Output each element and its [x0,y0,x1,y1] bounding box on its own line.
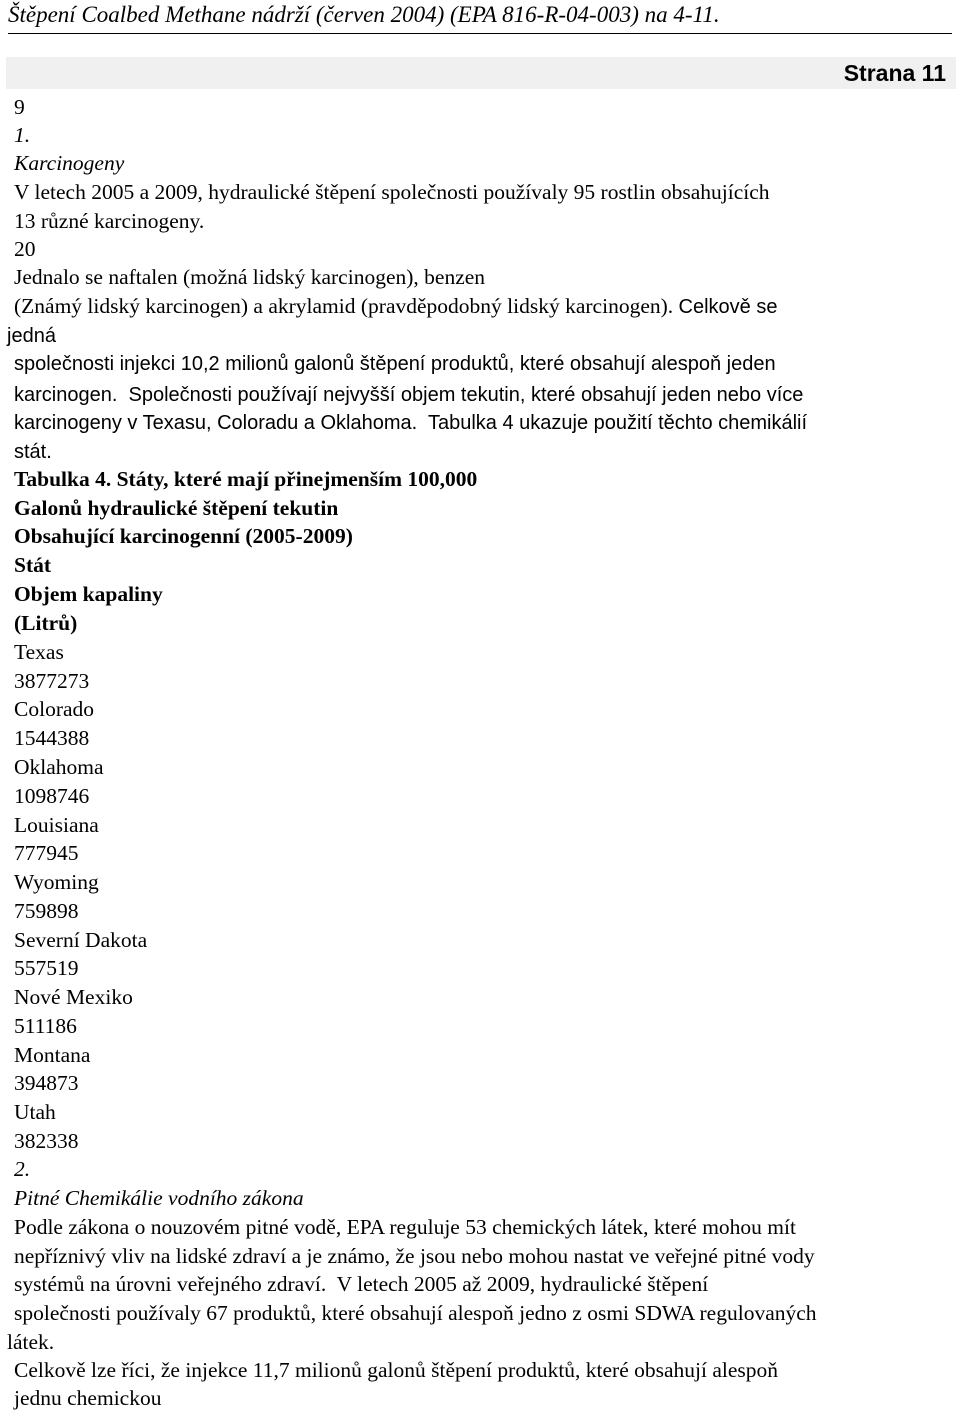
page-number-band [6,57,956,89]
paragraph-line [14,294,777,319]
section-number: 1. [14,123,31,147]
table-cell-volume: 759898 [14,899,79,923]
text-run: Tabulka 4 ukazuje použití těchto chemikálií [427,412,808,434]
section-number: 2. [14,1157,31,1181]
table-header-volume-unit: (Litrů) [14,611,78,635]
paragraph-line: V letech 2005 a 2009, hydraulické štěpení společnosti používaly 95 rostlin obsahujících [14,180,770,204]
footnote-marker: 9 [14,95,25,119]
paragraph-line: 13 různé karcinogeny. [14,209,205,233]
paragraph-line: jedná [7,325,56,347]
table-header-volume: Objem kapaliny [14,582,163,606]
text-run: karcinogen. [14,384,118,406]
running-header: Štěpení Coalbed Methane nádrží (červen 2004) (EPA 816-R-04-003) na 4-11. [8,2,720,27]
paragraph-line: stát. [14,441,52,463]
table-cell-state: Severní Dakota [14,928,148,952]
table-cell-volume: 511186 [14,1014,77,1038]
table-caption: Tabulka 4. Státy, které mají přinejmenším 100,000 [14,467,478,491]
table-cell-volume: 3877273 [14,669,90,693]
header-divider [8,33,952,34]
table-cell-volume: 394873 [14,1071,79,1095]
section-title: Karcinogeny [14,151,125,175]
page-number: Strana 11 [843,60,946,86]
paragraph-line: společnosti injekci 10,2 milionů galonů štěpení produktů, které obsahují alespoň jeden [14,353,776,375]
table-cell-state: Nové Mexiko [14,985,133,1009]
table-cell-state: Louisiana [14,813,99,837]
paragraph-line [14,411,807,435]
table-header-state: Stát [14,553,52,577]
table-cell-state: Wyoming [14,870,99,894]
section-title: Pitné Chemikálie vodního zákona [14,1186,304,1210]
paragraph-line: látek. [7,1330,55,1354]
table-caption: Obsahující karcinogenní (2005-2009) [14,524,353,548]
table-cell-volume: 1098746 [14,784,90,808]
table-cell-state: Utah [14,1100,56,1124]
paragraph-line [14,1272,708,1296]
table-cell-state: Oklahoma [14,755,104,779]
text-run: (Známý lidský karcinogen) a akrylamid (pravděpodobný lidský karcinogen). [14,294,674,318]
reference-marker: 20 [14,237,36,261]
paragraph-line: společnosti používaly 67 produktů, které obsahují alespoň jedno z osmi SDWA regulovaných [14,1301,817,1325]
table-caption: Galonů hydraulické štěpení tekutin [14,496,339,520]
table-cell-volume: 382338 [14,1129,79,1153]
paragraph-line [14,383,803,407]
paragraph-line: nepříznivý vliv na lidské zdraví a je známo, že jsou nebo mohou nastat ve veřejné pitné vody [14,1244,815,1268]
text-run: V letech 2005 až 2009, hydraulické štěpení [336,1272,709,1296]
text-run: karcinogeny v Texasu, Coloradu a Oklahoma. [14,412,418,434]
paragraph-line: Podle zákona o nouzovém pitné vodě, EPA reguluje 53 chemických látek, které mohou mít [14,1215,796,1239]
table-cell-state: Colorado [14,697,95,721]
paragraph-line: Celkově lze říci, že injekce 11,7 milionů galonů štěpení produktů, které obsahují alespoň [14,1358,779,1382]
table-cell-volume: 777945 [14,841,79,865]
paragraph-line: jednu chemickou [14,1386,162,1410]
text-run: systémů na úrovni veřejného zdraví. [14,1272,327,1296]
table-cell-state: Texas [14,640,64,664]
paragraph-line: Jednalo se naftalen (možná lidský karcinogen), benzen [14,265,486,289]
text-run: Celkově se [678,296,778,318]
table-cell-volume: 557519 [14,956,79,980]
table-cell-state: Montana [14,1043,91,1067]
text-run: Společnosti používají nejvyšší objem tekutin, které obsahují jeden nebo více [128,384,804,406]
table-cell-volume: 1544388 [14,726,90,750]
